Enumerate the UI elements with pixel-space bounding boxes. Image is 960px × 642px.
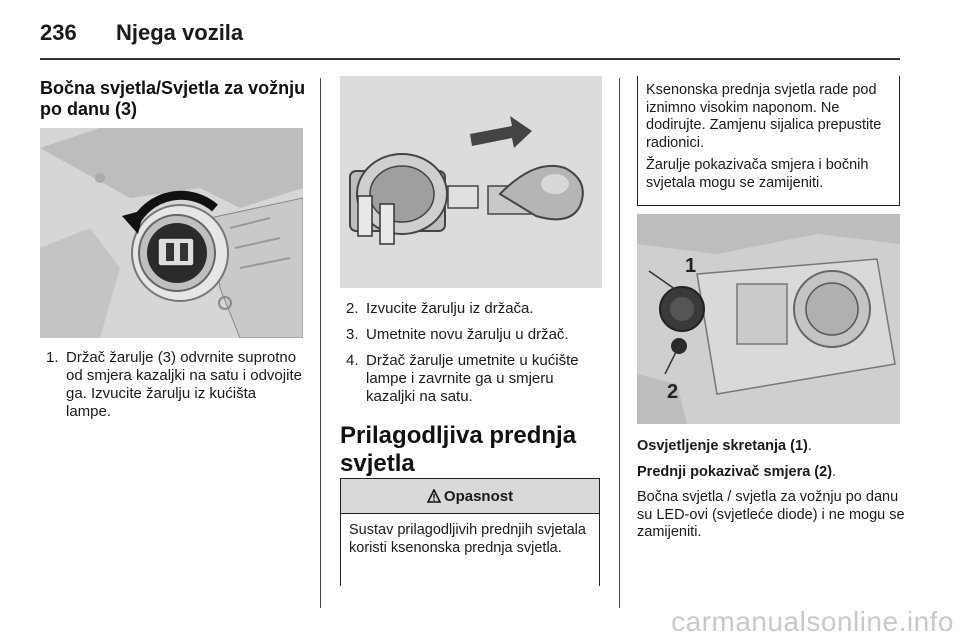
section-title-side-lights: Bočna svjetla/Svjetla za vožnju po danu (3) [40,78,306,119]
bulb-replacement-illustration [340,76,602,288]
item-turn-signal [637,464,905,482]
danger-label: Opasnost [443,487,514,505]
danger-header [341,479,599,514]
figure-headlight-rear [637,214,900,424]
led-info-paragraph: Bočna svjetla / svjetla za vožnju po danu su LED-ovi (svjetleće diode) i ne mogu se zamijeniti. [637,489,905,540]
instruction-list-1 [40,349,305,429]
warning-triangle-icon [427,489,441,503]
danger-box [340,478,600,586]
danger-text: Sustav prilagodljivih prednjih svjetala koristi ksenonska prednja svjetla. [349,522,586,556]
warning-note-box [637,76,900,206]
instruction-list-2 [340,300,602,414]
step-text: Umetnite novu žarulju u držač. [366,326,569,343]
step-text: Izvucite žarulju iz držača. [366,300,534,317]
step-number: 2. [346,300,359,317]
step-item [340,300,602,318]
watermark: carmanualsonline.info [671,606,954,637]
bulb-holder-illustration [40,128,303,338]
section-title-adaptive-headlights: Prilagodljiva prednja svjetla [340,422,577,477]
headlight-rear-illustration [637,214,900,424]
step-item [340,326,602,344]
item-cornering-light [637,438,905,456]
step-item [340,352,602,406]
column-divider-1 [320,78,321,608]
callout-label-2: 2 [667,381,679,403]
item-turn-signal-label: Prednji pokazivač smjera (2) [637,463,833,480]
chapter-title: Njega vozila [116,20,244,45]
item-cornering-light-label: Osvjetljenje skretanja (1) [637,438,808,454]
step-number: 3. [346,326,359,343]
page-header [40,18,900,58]
item-period: . [807,438,812,454]
page-number: 236 [40,20,77,45]
step-item [40,349,305,421]
item-period: . [832,463,837,480]
headlight-description [637,438,905,550]
figure-bulb-and-holder [340,76,602,288]
step-text: Držač žarulje (3) odvrnite suprotno od smjera kazaljki na satu i odvojite ga. Izvucite žarulju iz kućišta lampe. [66,349,302,420]
callout-label-1: 1 [685,255,697,277]
step-number: 1. [46,349,59,366]
header-divider [40,58,900,60]
note-paragraph-1: Ksenonska prednja svjetla rade pod iznimno visokim naponom. Ne dodirujte. Zamjenu sijalica prepustite radionici. [646,82,882,151]
step-text: Držač žarulje umetnite u kućište lampe i zavrnite ga u smjeru kazaljki na satu. [366,352,579,405]
note-paragraph-2: Žarulje pokazivača smjera i bočnih svjetala mogu se zamijeniti. [646,157,869,191]
column-divider-2 [619,78,620,608]
figure-bulb-holder-removal [40,128,303,338]
step-number: 4. [346,352,359,369]
